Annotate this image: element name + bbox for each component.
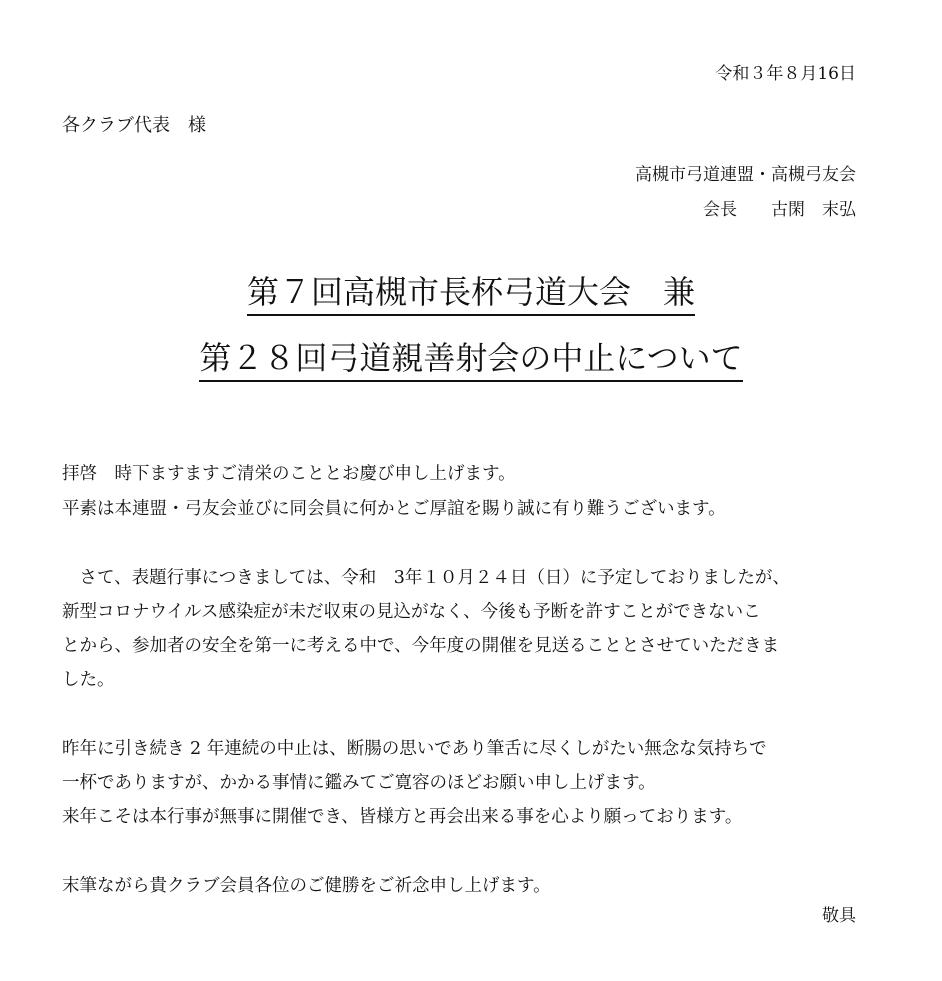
closing-line: 末筆ながら貴クラブ会員各位のご健勝をご祈念申し上げます。	[62, 876, 551, 896]
sender-organization: 高槻市弓道連盟・高槻弓友会	[635, 165, 856, 185]
paragraph-2-line-2: 一杯でありますが、かかる事情に鑑みてご寛容のほどお願い申し上げます。	[62, 773, 656, 793]
paragraph-2-line-1: 昨年に引き続き 2 年連続の中止は、断腸の思いであり筆舌に尽くしがたい無念な気持ちで	[62, 739, 767, 759]
paragraph-1-line-3: とから、参加者の安全を第一に考える中で、今年度の開催を見送ることとさせていただきま	[62, 636, 780, 656]
title-line-1	[0, 272, 942, 316]
title-line-2	[0, 338, 942, 382]
addressee: 各クラブ代表 様	[62, 115, 206, 136]
paragraph-1-line-4: した。	[62, 670, 115, 690]
greeting-line-2: 平素は本連盟・弓友会並びに同会員に何かとご厚誼を賜り誠に有り難うございます。	[62, 499, 726, 519]
sign-off: 敬具	[822, 906, 856, 926]
paragraph-1-line-2: 新型コロナウイルス感染症が未だ収束の見込がなく、今後も予断を許すことができないこ	[62, 602, 761, 622]
paragraph-2-line-3: 来年こそは本行事が無事に開催でき、皆様方と再会出来る事を心より願っております。	[62, 807, 743, 827]
sender-name: 会長 古閑 末弘	[703, 200, 856, 220]
letter-date: 令和３年８月16日	[715, 64, 856, 84]
title-line-2-text: 第２８回弓道親善射会の中止について	[199, 338, 742, 382]
greeting-line-1: 拝啓 時下ますますご清栄のこととお慶び申し上げます。	[62, 464, 516, 484]
paragraph-1-line-1: さて、表題行事につきましては、令和 3年１０月２４日（日）に予定しておりましたが、	[62, 568, 790, 588]
title-line-1-text: 第７回高槻市長杯弓道大会 兼	[247, 272, 695, 316]
